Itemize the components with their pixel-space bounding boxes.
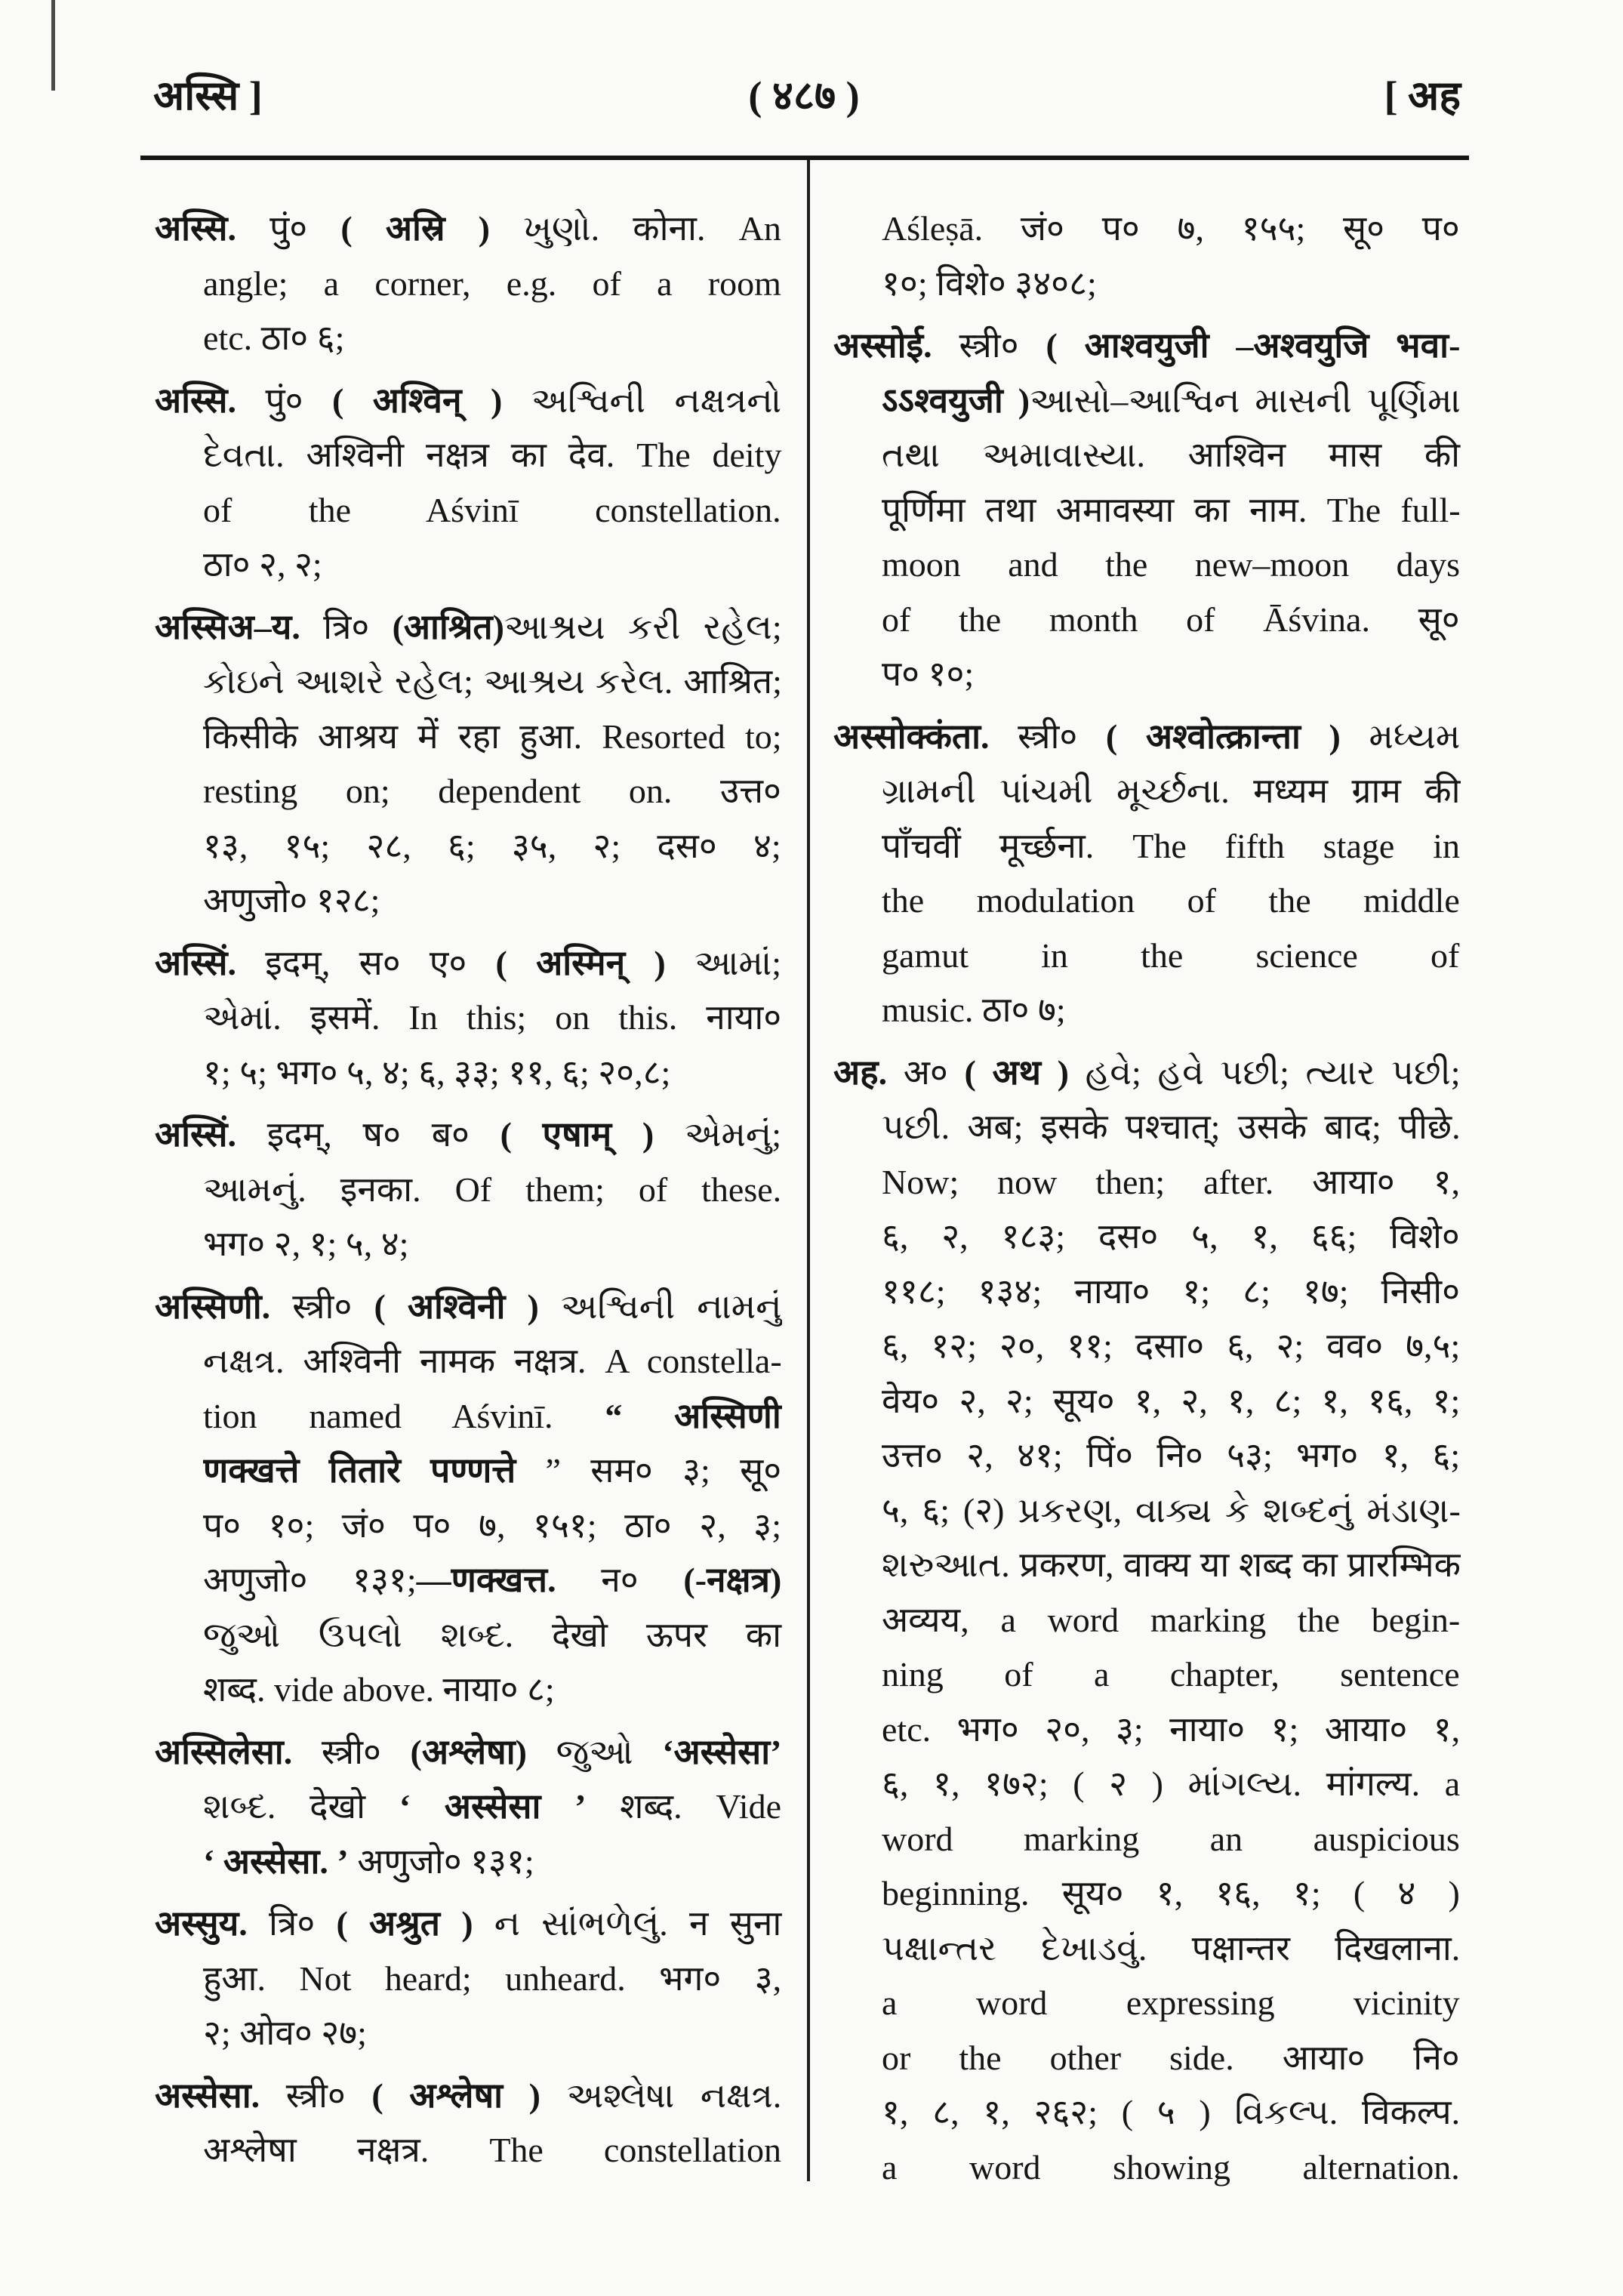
entry-line <box>882 593 1461 648</box>
entry-line-text <box>203 1608 781 1663</box>
entry-text: અશ્વિની નક્ષત્રનો <box>502 381 782 420</box>
entry-line <box>882 202 1461 257</box>
entry-line <box>882 374 1461 429</box>
entry-line <box>882 1484 1461 1539</box>
entry-line-text <box>882 483 1461 538</box>
entry-line-text <box>882 538 1460 593</box>
entry-line-text <box>882 593 1460 648</box>
entry-text: a word expressing vicinity <box>882 1983 1460 2022</box>
entry-text: moon and the new–moon days <box>882 545 1460 584</box>
entry-text: ११८; १३४; नाया० १; ८; १७; निसी० <box>882 1271 1461 1311</box>
entry-line-text <box>203 311 344 366</box>
entry-text: २; ओव० २७; <box>203 2014 367 2052</box>
entry-line-text <box>203 655 782 710</box>
entry-line-text <box>882 1319 1460 1374</box>
bold-term: ( अश्विन् ) <box>332 381 503 420</box>
entry-text: त्रि० <box>300 607 393 646</box>
entry-text: अ० <box>887 1052 965 1092</box>
entry-text: આશ્રય કરી રહેલ; <box>504 607 782 646</box>
headword: अस्सेसा. <box>155 2076 260 2115</box>
entry-line <box>203 311 782 366</box>
right-column <box>833 202 1461 2195</box>
entry-text: प० १०; जं० प० ७, १५१; ठा० २, ३; <box>203 1505 781 1545</box>
entry-line-text <box>882 819 1460 874</box>
headword: अस्सुय. <box>155 1904 248 1943</box>
bold-term: ( अस्मिन् ) <box>495 943 666 982</box>
entry-text: ६, १२; २०, ११; दसा० ६, २; वव० ७,५; <box>882 1327 1461 1365</box>
entry-line <box>155 1280 782 1335</box>
entry-line <box>882 819 1461 874</box>
entry-line <box>882 1757 1461 1812</box>
entry-text: ६, २, १८३; दस० ५, १, ६६; विशे० <box>882 1217 1460 1256</box>
entry-line-text <box>155 2069 781 2124</box>
entry-text: ગ્રામની પાંચમી મૂર્ચ્છના. मध्यम ग्राम की <box>882 772 1461 810</box>
entry-line <box>882 1703 1461 1758</box>
entry-line-text <box>203 1663 555 1718</box>
entry-text: ન સાંભળેલું. न सुना <box>473 1904 782 1943</box>
entry-text: જુઓ ઉપલો શબ્દ. देखो ऊपर का <box>203 1615 781 1654</box>
entry-line <box>833 319 1461 374</box>
entry-text: beginning. सूय० १, १६, १; ( ४ ) <box>882 1874 1460 1912</box>
entry-line-text <box>155 1108 781 1163</box>
entry-text: etc. भग० २०, ३; नाया० १; आया० १, <box>882 1709 1461 1749</box>
entry-text: इदम्, ष० ब० <box>236 1115 500 1154</box>
entry-text: નક્ષત્ર. अश्विनी नामक नक्षत्र. A constella- <box>203 1342 782 1380</box>
entry-line-text <box>203 1217 408 1272</box>
entry-text: उत्त० २, ४१; पिं० नि० ५३; भग० १, ६; <box>882 1436 1461 1475</box>
entry-line-text <box>882 2140 1460 2196</box>
entry-line <box>155 1725 782 1780</box>
entry-text: of the month of Āśvina. सू० <box>882 599 1460 639</box>
entry-line <box>203 1163 782 1218</box>
entry-line <box>882 428 1461 483</box>
entry-line-text <box>203 538 322 593</box>
dictionary-entry <box>155 936 782 1101</box>
entry-text: angle; a corner, e.g. of a room <box>203 264 781 303</box>
entry-text: Aśleṣā. जं० प० ७, १५५; सू० प० <box>882 209 1460 248</box>
page-number: ( ४८७ ) <box>748 73 860 119</box>
dictionary-entry <box>833 1046 1461 2196</box>
bold-term: ‘ अस्सेसा ’ <box>399 1787 587 1826</box>
entry-line <box>882 1210 1461 1265</box>
entry-line <box>882 1100 1461 1155</box>
entry-text: प० १०; <box>882 655 975 693</box>
entry-line-text <box>882 1593 1460 1648</box>
entry-line <box>203 1444 782 1499</box>
entry-line <box>203 1608 782 1663</box>
entry-line <box>203 1835 782 1890</box>
entry-line-text <box>882 929 1459 984</box>
entry-line-text <box>833 710 1460 765</box>
entry-text: મધ્યમ <box>1340 717 1461 756</box>
entry-text: દેવતા. अश्विनी नक्षत्र का देव. The deity <box>203 436 782 474</box>
entry-line-text <box>882 1374 1460 1429</box>
entry-line <box>203 1389 782 1444</box>
headword: अस्सोक्कंता. <box>833 717 990 756</box>
dictionary-entry <box>155 202 782 366</box>
headword: अस्सिं. <box>155 1115 237 1154</box>
entry-text: अश्लेषा नक्षत्र. The constellation <box>203 2131 781 2169</box>
bold-term: ‘अस्सेसा’ <box>662 1732 782 1771</box>
entry-line-text <box>882 1265 1460 1320</box>
bold-term: (आश्रित) <box>392 607 504 646</box>
entry-line-text <box>882 874 1460 929</box>
entry-line <box>882 1265 1461 1320</box>
running-head-right: [ अह <box>1384 73 1461 119</box>
entry-text: ખુણો. कोना. An <box>490 209 781 248</box>
entry-line <box>203 257 782 312</box>
entry-line-text <box>833 1046 1461 1101</box>
entry-line <box>882 2085 1461 2140</box>
entry-line <box>155 374 782 429</box>
headword: अह. <box>833 1052 888 1092</box>
entry-text: of the Aśvinī constellation. <box>203 490 781 529</box>
entry-text: resting on; dependent on. उत्त० <box>203 772 781 810</box>
entry-text: स्त्री० <box>292 1732 411 1771</box>
bold-term: ( एषाम् ) <box>500 1115 654 1154</box>
dictionary-entry <box>155 374 782 593</box>
entry-text: वेय० २, २; सूय० १, २, १, ८; १, १६, १; <box>882 1381 1461 1420</box>
entry-line-text <box>155 1725 781 1780</box>
entry-text: gamut in the science of <box>882 935 1460 975</box>
entry-line-text <box>882 1484 1461 1539</box>
entry-text: पुं० <box>236 381 333 420</box>
entry-text: આમાં; <box>665 943 782 982</box>
entry-text: इदम्, स० ए० <box>236 943 496 982</box>
entry-line-text <box>882 1428 1460 1484</box>
dictionary-entry <box>155 1280 782 1718</box>
entry-text: word marking an auspicious <box>882 1819 1460 1858</box>
entry-text: etc. ठा० ६; <box>203 319 345 357</box>
entry-line-text <box>155 374 781 429</box>
headword: अस्सिणी. <box>155 1287 271 1326</box>
bold-term: ‘ अस्सेसा. ’ <box>203 1841 349 1881</box>
entry-line-text <box>882 1647 1460 1703</box>
entry-line <box>155 1108 782 1163</box>
entry-text: स्त्री० <box>260 2076 372 2115</box>
entry-line-text <box>882 1812 1460 1867</box>
bold-term: ( अस्रि ) <box>340 209 490 248</box>
entry-line-text <box>203 483 781 538</box>
entry-text: એમાં. इसमें. In this; on this. नाया० <box>203 998 782 1037</box>
entry-text: ५, ६; (२) પ્રકરણ, વાક્ય કે શબ્દનું મંડાણ- <box>882 1490 1461 1530</box>
entry-line <box>155 202 782 257</box>
bold-term: ( अश्लेषा ) <box>371 2076 540 2115</box>
entry-line-text <box>203 1389 781 1444</box>
entry-text: शब्द. vide above. नाया० ८; <box>203 1670 555 1709</box>
entry-line-text <box>882 1866 1460 1922</box>
entry-text: १; ५; भग० ५, ४; ६, ३३; ११, ६; २०,८; <box>203 1052 671 1092</box>
entry-line <box>203 1046 782 1101</box>
entry-line <box>882 1976 1461 2031</box>
entry-line-text <box>882 1976 1460 2031</box>
headword: अस्सि. <box>155 209 237 248</box>
dictionary-entry <box>155 1725 782 1890</box>
entry-line-text <box>882 202 1460 257</box>
entry-line <box>203 538 782 593</box>
entry-text: त्रि० <box>247 1904 337 1943</box>
entry-line-text <box>203 764 781 819</box>
bold-term: “ अस्सिणी <box>605 1396 781 1435</box>
bold-term: ( आश्वयुजी –अश्वयुजि भवा- <box>1046 326 1461 365</box>
entry-text: જુઓ <box>526 1732 663 1771</box>
entry-text: अव्यय, a word marking the begin- <box>882 1600 1461 1639</box>
entry-line <box>833 1046 1461 1101</box>
entry-text: हुआ. Not heard; unheard. भग० ३, <box>203 1959 782 1998</box>
entry-line <box>882 1538 1461 1593</box>
entry-text: a word showing alternation. <box>882 2147 1460 2187</box>
entry-line <box>882 929 1461 984</box>
entry-text: ६, १, १७२; ( २ ) માંગલ્ય. मांगल्य. a <box>882 1764 1461 1803</box>
entry-line-text <box>203 428 781 483</box>
headword: अस्सिं. <box>155 943 237 982</box>
entry-line <box>203 764 782 819</box>
entry-text: अणुजो० १२८; <box>203 881 380 920</box>
entry-line-text <box>882 1538 1461 1593</box>
entry-line <box>882 1428 1461 1484</box>
bold-term: (अश्लेषा) <box>410 1732 527 1771</box>
entry-line-text <box>833 319 1460 374</box>
entry-line <box>203 1952 782 2007</box>
entry-line-text <box>203 819 781 874</box>
entry-line <box>882 2031 1461 2086</box>
entry-line-text <box>882 764 1461 819</box>
dictionary-entry <box>833 319 1461 702</box>
entry-line <box>203 819 782 874</box>
headword: अस्सिअ–य. <box>155 607 300 646</box>
dictionary-entry <box>155 600 782 929</box>
entry-line <box>203 655 782 710</box>
entry-line-text <box>203 1046 670 1101</box>
entry-line <box>155 936 782 991</box>
entry-line <box>203 2006 782 2061</box>
dictionary-entry <box>155 1897 782 2061</box>
entry-line <box>203 1663 782 1718</box>
entry-text: स्त्री० <box>989 717 1106 756</box>
entry-line-text <box>882 1703 1460 1758</box>
entry-line-text <box>203 257 781 312</box>
entry-text: એમનું; <box>654 1115 781 1154</box>
bold-term: ( अश्वोत्क्रान्ता ) <box>1105 717 1341 756</box>
entry-text: स्त्री० <box>932 326 1046 365</box>
entry-line-text <box>882 2085 1460 2140</box>
entry-line-text <box>203 1553 781 1608</box>
entry-text: the modulation of the middle <box>882 881 1460 920</box>
entry-line <box>882 764 1461 819</box>
entry-text: पाँचवीं मूर्च्छना. The fifth stage in <box>882 826 1460 865</box>
bold-term: ( अश्विनी ) <box>374 1287 539 1326</box>
entry-line <box>203 2123 782 2178</box>
entry-line-text <box>882 647 974 702</box>
entry-text: પછી. अब; इसके पश्चात्; उसके बाद; पीछे. <box>882 1108 1461 1146</box>
entry-line <box>882 1593 1461 1648</box>
dictionary-entry <box>155 2069 782 2178</box>
entry-line-text <box>882 428 1460 483</box>
dictionary-entry <box>155 1108 782 1272</box>
entry-line <box>155 1897 782 1952</box>
entry-line-text <box>155 1280 781 1335</box>
entry-text: અશ્લેષા નક્ષત્ર. <box>540 2076 782 2115</box>
entry-line <box>882 1155 1461 1210</box>
entry-line-text <box>882 1210 1460 1265</box>
entry-line <box>203 991 782 1046</box>
entry-line-text <box>882 374 1461 429</box>
entry-text: १, ८, १, २६२; ( ५ ) વિકલ્પ. विकल्प. <box>882 2093 1461 2131</box>
headword: अस्सिलेसा. <box>155 1732 293 1771</box>
entry-line <box>882 1647 1461 1703</box>
bold-term: —णक्खत्त. <box>416 1561 556 1599</box>
entry-line-text <box>155 600 782 655</box>
headword: अस्सि. <box>155 381 237 420</box>
entry-line-text <box>203 1444 781 1499</box>
entry-text: अणुजो० १३१; <box>348 1841 534 1881</box>
entry-line <box>882 647 1461 702</box>
entry-line-text <box>203 2123 781 2178</box>
entry-line-text <box>203 1163 781 1218</box>
entry-line-text <box>203 1835 534 1890</box>
entry-line-text <box>155 202 781 257</box>
entry-line-text <box>882 983 1066 1038</box>
entry-line-text <box>203 1952 781 2007</box>
entry-text: ning of a chapter, sentence <box>882 1655 1460 1693</box>
entry-line <box>203 1217 782 1272</box>
entry-text: स्त्री० <box>270 1287 374 1326</box>
entry-line-text <box>203 2006 367 2061</box>
entry-text: ” सम० ३; सू० <box>516 1451 782 1490</box>
entry-text: पुं० <box>236 209 341 248</box>
left-column <box>155 202 782 2178</box>
entry-line-text <box>203 1780 781 1835</box>
entry-line <box>882 1374 1461 1429</box>
entry-line <box>882 983 1461 1038</box>
entry-text: શબ્દ. देखो <box>203 1787 399 1826</box>
entry-line-text <box>203 1499 781 1554</box>
entry-text: भग० २, १; ५, ४; <box>203 1225 409 1263</box>
entry-line <box>155 600 782 655</box>
entry-text: તથા અમાવાસ્યા. आश्विन मास की <box>882 436 1461 474</box>
entry-text: न० <box>556 1561 684 1599</box>
entry-text: અશ્વિની નામનું <box>538 1287 782 1326</box>
entry-line <box>203 1499 782 1554</box>
bold-term: (-नक्षत्र) <box>683 1561 782 1599</box>
entry-text: or the other side. आया० नि० <box>882 2038 1460 2077</box>
entry-text: કોઇને આશરે રહેલ; આશ્રય કરેલ. आश्रित; <box>203 662 782 701</box>
entry-line <box>203 1334 782 1389</box>
entry-line <box>203 1780 782 1835</box>
entry-text: १०; विशे० ३४०८; <box>882 264 1097 303</box>
entry-line <box>203 483 782 538</box>
entry-line <box>882 2140 1461 2196</box>
entry-line-text <box>155 1897 781 1952</box>
entry-line <box>155 2069 782 2124</box>
entry-text: Now; now then; after. आया० १, <box>882 1162 1461 1201</box>
entry-line-text <box>203 710 782 765</box>
entry-line <box>882 1922 1461 1977</box>
entry-line <box>203 710 782 765</box>
running-head-left: अस्सि ] <box>153 73 263 119</box>
entry-line <box>882 874 1461 929</box>
entry-line <box>882 1812 1461 1867</box>
entry-line-text <box>882 1100 1461 1155</box>
entry-line <box>882 1866 1461 1922</box>
entry-text: १३, १५; २८, ६; ३५, २; दस० ४; <box>203 826 781 865</box>
entry-text: હવે; હવે પછી; ત્યાર પછી; <box>1069 1052 1461 1092</box>
entry-line-text <box>882 2031 1460 2086</box>
entry-text: પક્ષાન્તર દેખાડવું. पक्षान्तर दिखलाना. <box>882 1928 1461 1968</box>
entry-line-text <box>203 1334 782 1389</box>
entry-line <box>882 483 1461 538</box>
bold-term: ऽऽश्वयुजी ) <box>882 381 1030 420</box>
entry-text: अणुजो० १३१; <box>203 1561 417 1599</box>
entry-line <box>882 1319 1461 1374</box>
entry-text: पूर्णिमा तथा अमावस्या का नाम. The full- <box>882 490 1461 529</box>
entry-text: શરુઆત. प्रकरण, वाक्य या शब्द का प्रारम्भिक <box>882 1546 1461 1584</box>
entry-line <box>882 538 1461 593</box>
entry-line-text <box>882 1757 1460 1812</box>
bold-term: ( अश्रुत ) <box>336 1904 473 1943</box>
entry-line <box>833 710 1461 765</box>
entry-line-text <box>203 874 380 929</box>
entry-text: ठा० २, २; <box>203 545 322 584</box>
entry-line-text <box>882 1922 1460 1977</box>
bold-term: णक्खत्ते तितारे पण्णत्ते <box>203 1451 516 1490</box>
column-divider <box>807 160 810 2181</box>
entry-text: music. ठा० ७; <box>882 991 1066 1029</box>
continued-entry <box>833 202 1461 311</box>
scan-binding-mark <box>51 0 55 91</box>
entry-line-text <box>203 991 781 1046</box>
entry-line-text <box>155 936 781 991</box>
entry-line-text <box>882 257 1097 312</box>
entry-text: આમનું. इनका. Of them; of these. <box>203 1170 782 1209</box>
dictionary-entry <box>833 710 1461 1038</box>
entry-text: tion named Aśvinī. <box>203 1396 605 1435</box>
entry-line-text <box>882 1155 1460 1210</box>
entry-line <box>203 874 782 929</box>
headword: अस्सोई. <box>833 326 932 365</box>
entry-text: આસો–આશ્વિન માસની પૂર્ણિમા <box>1030 381 1461 420</box>
entry-line <box>882 257 1461 312</box>
bold-term: ( अथ ) <box>964 1052 1069 1092</box>
entry-line <box>203 428 782 483</box>
entry-line <box>203 1553 782 1608</box>
header-rule <box>140 156 1469 160</box>
entry-text: शब्द. Vide <box>586 1787 781 1826</box>
entry-text: किसीके आश्रय में रहा हुआ. Resorted to; <box>203 717 782 756</box>
